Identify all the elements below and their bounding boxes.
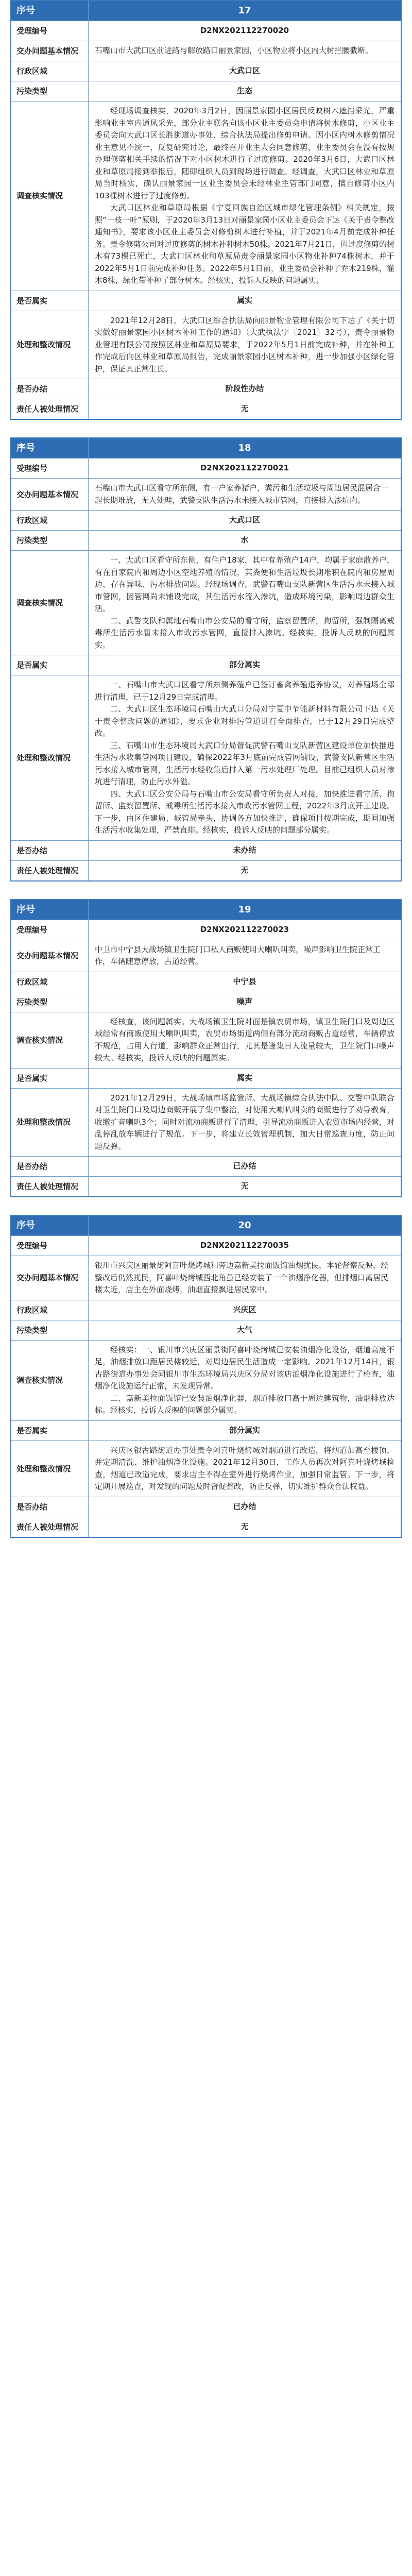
accountability-row xyxy=(11,1176,401,1196)
admin-region-value xyxy=(89,511,401,530)
problem-description-value xyxy=(89,940,401,972)
problem-description-value xyxy=(89,479,401,510)
acceptance-code-label: 受理编号 xyxy=(11,1236,89,1256)
is-verified-row xyxy=(11,655,401,675)
completion-status-label: 是否办结 xyxy=(11,841,89,860)
accountability-value xyxy=(89,1517,401,1537)
completion-status-label: 是否办结 xyxy=(11,1157,89,1176)
rectification-paragraph: 四、大武口区公安分局与石嘴山市公安局看守所负责人对接，加快推进看守所、拘留所、监察留置所、戒毒所生活污水接入市政污水管网工程，2022年3月底开工建设。下一步，由区住建局、城管局牵头，协调各方加快推进，确保项目按期完成，期间加强生活污水收集处理，严禁直排。经核实，投诉人反映的问题部分属实。 xyxy=(95,789,394,835)
admin-region-label: 行政区域 xyxy=(11,511,89,530)
investigation-paragraph: 经核查，该问题属实。大战场镇卫生院对面是镇农贸市场，镇卫生院门口及周边区域经常有商贩使用大喇叭叫卖，农贸市场街道两侧有部分流动商贩占道经营，车辆停放不规范，占用人行道，影响群众正常出行，尤其是逢集日人流量较大，卫生院门口噪声较大。经核实，投诉人反映的问题属实。 xyxy=(95,1016,394,1062)
acceptance-code-label: 受理编号 xyxy=(11,21,89,41)
case-number-row xyxy=(11,900,401,920)
accountability-label: 责任人被处理情况 xyxy=(11,399,89,419)
is-verified-text: 部分属实 xyxy=(229,660,260,670)
case-number-label: 序号 xyxy=(11,1216,89,1235)
completion-status-value xyxy=(89,841,401,860)
rectification-paragraph: 三、石嘴山市生态环境局大武口分局督促武警石嘴山支队新营区建设单位加快推进生活污水收集管网项目建设，确保2022年3月底前完成管网铺设，武警支队新营区生活污水接入城市管网，生活污水经收集后排入第一污水处理厂处理。目前已组织人员对渗坑进行清理，防止污水外溢。 xyxy=(95,740,394,786)
completion-status-value xyxy=(89,1497,401,1517)
is-verified-value xyxy=(89,291,401,311)
problem-description-row xyxy=(11,1256,401,1300)
problem-description-value xyxy=(89,41,401,61)
completion-status-text: 已办结 xyxy=(233,1501,256,1511)
case-number-row xyxy=(11,1,401,21)
admin-region-row xyxy=(11,972,401,992)
pollution-type-value xyxy=(89,1320,401,1340)
pollution-type-label: 污染类型 xyxy=(11,1320,89,1340)
problem-description-label: 交办问题基本情况 xyxy=(11,1256,89,1300)
investigation-value xyxy=(89,101,401,291)
case-card xyxy=(10,899,402,1198)
is-verified-text: 属实 xyxy=(236,295,252,305)
pollution-type-text: 大气 xyxy=(236,1325,252,1334)
is-verified-label: 是否属实 xyxy=(11,1069,89,1088)
accountability-value xyxy=(89,399,401,419)
pollution-type-row xyxy=(11,81,401,101)
pollution-type-label: 污染类型 xyxy=(11,81,89,101)
is-verified-value xyxy=(89,1069,401,1088)
rectification-paragraph: 2021年12月28日，大武口区综合执法局向丽景物业管理有限公司下达了《关于切实做好丽景家园小区树木补种工作的通知》（大武执法字〔2021〕32号），责令丽景物业管理有限公司按照区林业和草原局要求，于2022年5月1日前完成补种，并在补种工作完成后向区林业和草原局报告，完成丽景家园小区树木补种，进一步加强小区绿化管护，保证其正常生长。 xyxy=(95,315,394,374)
admin-region-value xyxy=(89,61,401,81)
acceptance-code-label: 受理编号 xyxy=(11,459,89,478)
investigation-label: 调查核实情况 xyxy=(11,551,89,655)
investigation-paragraph: 一、大武口区看守所东侧，有住户18家，其中有养殖户14户，均属于家庭散养户，有在自家院内和周边小区空地养殖的情况，其粪便和生活垃圾长期堆积在院内和房屋周边，存在异味、污水排放问题。经现场调查，武警石嘴山支队新营区生活污水未接入城市管网，因管网尚未铺设完成，其生活污水流入渗坑，造成环境污染，影响周边群众生活。 xyxy=(95,555,394,613)
admin-region-row xyxy=(11,1300,401,1320)
pollution-type-text: 噪声 xyxy=(236,996,252,1006)
acceptance-code-value xyxy=(89,1236,401,1256)
rectification-value xyxy=(89,675,401,840)
completion-status-label: 是否办结 xyxy=(11,379,89,399)
rectification-row xyxy=(11,1440,401,1497)
is-verified-row xyxy=(11,291,401,311)
case-number-text: 19 xyxy=(238,904,251,915)
pollution-type-value xyxy=(89,81,401,101)
investigation-paragraph: 大武口区林业和草原局根据《宁夏回族自治区城市绿化管理条例》相关规定，按照“一枝一叶”原则，于2020年3月13日对丽景家园小区业主委员会下达《关于责令整改通知书》，要求该小区业主委员会对修剪树木进行补植，并于2021年4月前完成补种任务。责令修剪公司对过度修剪的树木补种树木50株。2021年7月21日，因过度修剪的树木有73棵已死亡，大武口区林业和草原局责令丽景家园小区物业补种74株树木，并于2022年5月1日前完成补种任务。2022年5月1日前，业主委员会补种了乔木219株，灌木8株，绿化带补种了部分树木。经核实，投诉人反映的问题属实。 xyxy=(95,203,394,285)
completion-status-text: 未办结 xyxy=(233,845,256,855)
rectification-paragraph: 二、大武口区生态环境局石嘴山大武口分局对宁夏中节能新材料有限公司下达《关于责令整改问题的通知》，要求企业对排污管道进行全面排查，已于12月29日完成整改。 xyxy=(95,704,394,738)
pollution-type-text: 生态 xyxy=(236,86,252,96)
acceptance-code-value xyxy=(89,920,401,940)
case-number-value xyxy=(89,1,401,21)
investigation-value xyxy=(89,1012,401,1068)
case-card xyxy=(10,0,402,420)
is-verified-row xyxy=(11,1068,401,1088)
case-number-text: 20 xyxy=(238,1220,251,1231)
is-verified-text: 属实 xyxy=(236,1073,252,1082)
acceptance-code-text: D2NX202112270020 xyxy=(200,26,289,36)
pollution-type-value xyxy=(89,531,401,550)
pollution-type-label: 污染类型 xyxy=(11,992,89,1012)
problem-description-row xyxy=(11,940,401,972)
investigation-paragraph: 二、武警支队和属地石嘴山市公安局的看守所，监察留置所，拘留所，强制隔离戒毒所生活污水暂未接入市政污水管网，直接排入渗坑。经核实，投诉人反映的问题属实。 xyxy=(95,616,394,650)
accountability-text: 无 xyxy=(241,1521,249,1531)
completion-status-text: 已办结 xyxy=(233,1161,256,1171)
acceptance-code-text: D2NX202112270035 xyxy=(200,1241,289,1250)
acceptance-code-value xyxy=(89,21,401,41)
admin-region-label: 行政区域 xyxy=(11,1300,89,1320)
rectification-row xyxy=(11,675,401,840)
problem-description-text: 石嘴山市大武口区看守所东侧，有一户家养猪户，粪污和生活垃圾与周边居民混居合一起长期堆放，无人处理，武警支队生活污水未接入城市管网，直接排入渗坑内。 xyxy=(95,483,389,505)
pollution-type-row xyxy=(11,992,401,1012)
accountability-text: 无 xyxy=(241,1181,249,1191)
rectification-paragraph: 一、石嘴山市大武口区看守所东侧养殖户已签订畜禽养殖退养协议，对养殖场全部进行清理，已于12月29日完成清理。 xyxy=(95,680,394,702)
investigation-paragraph: 经核实：一、银川市兴庆区丽景街阿喜叶烧烤城已安装油烟净化设备，烟道高度不足，油烟排放口距居民楼较近，对周边居民生活造成一定影响。2021年12月14日，银古路街道办事处会同银川市生态环境局兴庆区分局对该店油烟净化设施进行了检查，油烟净化设施运行正常，未发现异常。 xyxy=(95,1345,394,1391)
investigation-label: 调查核实情况 xyxy=(11,1341,89,1420)
admin-region-value xyxy=(89,1300,401,1320)
pollution-type-label: 污染类型 xyxy=(11,531,89,550)
admin-region-text: 兴庆区 xyxy=(233,1304,256,1314)
case-number-row xyxy=(11,438,401,458)
completion-status-row xyxy=(11,1497,401,1517)
case-card xyxy=(10,437,402,882)
admin-region-label: 行政区域 xyxy=(11,972,89,992)
is-verified-value xyxy=(89,1421,401,1440)
admin-region-value xyxy=(89,972,401,992)
problem-description-text: 银川市兴庆区丽景街阿喜叶烧烤城和旁边嘉新美拉面饭馆油烟扰民，本轮督察反映，经整改后仍然扰民，阿喜叶烧烤城西北角虽已经安装了一个油烟净化器，但排烟口离居民楼太近，店主在外面烧烤，油烟直接飘进居民家中。 xyxy=(95,1261,389,1294)
accountability-text: 无 xyxy=(241,404,249,414)
case-number-label: 序号 xyxy=(11,900,89,920)
problem-description-row xyxy=(11,478,401,510)
is-verified-label: 是否属实 xyxy=(11,655,89,675)
pollution-type-row xyxy=(11,530,401,550)
acceptance-code-text: D2NX202112270021 xyxy=(200,463,289,473)
is-verified-label: 是否属实 xyxy=(11,291,89,311)
completion-status-row xyxy=(11,379,401,399)
rectification-label: 处理和整改情况 xyxy=(11,1441,89,1497)
accountability-label: 责任人被处理情况 xyxy=(11,1177,89,1196)
rectification-paragraph: 兴庆区银古路街道办事处责令阿喜叶烧烤城对烟道进行改造，将烟道加高至楼顶，并定期清洗、维护油烟净化设施。2021年12月30日，工作人员再次对阿喜叶烧烤城检查，烟道已改造完成，要求店主不得在室外进行烧烤作业，加强日常监管。下一步，将定期开展巡查，对发现的问题及时督促整改，防止反弹，切实维护群众合法权益。 xyxy=(95,1445,394,1491)
case-card xyxy=(10,1215,402,1538)
rectification-paragraph: 2021年12月29日，大战场镇市场监管所、大战场镇综合执法中队、交警中队联合对卫生院门口及周边商贩开展了集中整治，对使用大喇叭叫卖的商贩进行了劝导教育，收缴扩音喇叭3个；同时对流动商贩进行了清理，引导流动商贩进入农贸市场内经营，对乱停乱放车辆进行了规范。下一步，将建立长效管理机制，加大日常巡查力度，防止问题反弹。 xyxy=(95,1093,394,1151)
investigation-row xyxy=(11,1340,401,1420)
investigation-paragraph: 经现场调查核实，2020年3月2日，因丽景家园小区居民反映树木遮挡采光，严重影响业主室内通风采光，部分业主联名向该小区业主委员会申请将树木修剪，小区业主委员会向大武口区长胜街道办事处、综合执法局提出修剪申请。因小区内树木修剪情况业主意见不统一，反复研究讨论，最终召开业主大会同意修剪，业主委员会在没有按规办理修剪相关手续的情况下对小区树木进行了过度修剪。2020年3月6日，大武口区林业和草原局接到举报后，随即组织人员到现场进行调查。经调查，大武口区林业和草原局当时核实，确认丽景家园一区业主委员会未经林业主管部门同意，擅自修剪小区内103棵树木进行了过度修剪。 xyxy=(95,106,394,200)
case-number-row xyxy=(11,1216,401,1235)
accountability-row xyxy=(11,860,401,880)
problem-description-text: 石嘴山市大武口区前进路与解放路口丽景家园，小区物业将小区内大树拦腰截断。 xyxy=(95,46,373,55)
pollution-type-value xyxy=(89,992,401,1012)
acceptance-code-row xyxy=(11,458,401,478)
pollution-type-text: 水 xyxy=(241,535,249,545)
case-number-value xyxy=(89,900,401,920)
admin-region-row xyxy=(11,61,401,81)
admin-region-text: 大武口区 xyxy=(229,66,260,76)
is-verified-row xyxy=(11,1420,401,1440)
admin-region-text: 中宁县 xyxy=(233,976,256,986)
accountability-value xyxy=(89,1177,401,1196)
completion-status-row xyxy=(11,840,401,860)
is-verified-text: 部分属实 xyxy=(229,1425,260,1435)
case-number-text: 17 xyxy=(238,5,251,16)
acceptance-code-row xyxy=(11,920,401,940)
investigation-row xyxy=(11,101,401,291)
is-verified-value xyxy=(89,655,401,675)
investigation-row xyxy=(11,550,401,655)
accountability-row xyxy=(11,399,401,419)
rectification-label: 处理和整改情况 xyxy=(11,675,89,840)
case-number-label: 序号 xyxy=(11,438,89,458)
case-number-label: 序号 xyxy=(11,1,89,21)
case-number-value xyxy=(89,438,401,458)
acceptance-code-row xyxy=(11,1235,401,1256)
problem-description-text: 中卫市中宁县大战场镇卫生院门口私人商贩使用大喇叭叫卖，噪声影响卫生院正常工作，车辆随意停放，占道经营。 xyxy=(95,944,381,966)
accountability-value xyxy=(89,861,401,880)
admin-region-row xyxy=(11,510,401,530)
investigation-label: 调查核实情况 xyxy=(11,101,89,291)
problem-description-row xyxy=(11,41,401,61)
acceptance-code-text: D2NX202112270023 xyxy=(200,924,289,934)
problem-description-label: 交办问题基本情况 xyxy=(11,940,89,972)
investigation-value xyxy=(89,551,401,655)
acceptance-code-value xyxy=(89,459,401,478)
rectification-value xyxy=(89,1441,401,1497)
pollution-type-row xyxy=(11,1320,401,1340)
completion-status-text: 阶段性办结 xyxy=(225,384,264,394)
accountability-text: 无 xyxy=(241,865,249,875)
accountability-label: 责任人被处理情况 xyxy=(11,861,89,880)
investigation-paragraph: 二、嘉新美拉面饭馆已安装油烟净化器，烟道排放口高于周边建筑物，油烟排放达标。经核实，投诉人反映的问题部分属实。 xyxy=(95,1393,394,1415)
problem-description-value xyxy=(89,1256,401,1300)
completion-status-label: 是否办结 xyxy=(11,1497,89,1517)
investigation-row xyxy=(11,1012,401,1068)
admin-region-label: 行政区域 xyxy=(11,61,89,81)
rectification-value xyxy=(89,1089,401,1157)
accountability-row xyxy=(11,1517,401,1537)
completion-status-row xyxy=(11,1156,401,1176)
completion-status-value xyxy=(89,1157,401,1176)
problem-description-label: 交办问题基本情况 xyxy=(11,479,89,510)
problem-description-label: 交办问题基本情况 xyxy=(11,41,89,61)
rectification-label: 处理和整改情况 xyxy=(11,1089,89,1157)
rectification-row xyxy=(11,1088,401,1157)
case-number-text: 18 xyxy=(238,443,251,453)
case-number-value xyxy=(89,1216,401,1235)
rectification-value xyxy=(89,311,401,379)
rectification-row xyxy=(11,311,401,379)
is-verified-label: 是否属实 xyxy=(11,1421,89,1440)
investigation-value xyxy=(89,1341,401,1420)
completion-status-value xyxy=(89,379,401,399)
admin-region-text: 大武口区 xyxy=(229,515,260,525)
acceptance-code-label: 受理编号 xyxy=(11,920,89,940)
acceptance-code-row xyxy=(11,21,401,41)
rectification-label: 处理和整改情况 xyxy=(11,311,89,379)
accountability-label: 责任人被处理情况 xyxy=(11,1517,89,1537)
investigation-label: 调查核实情况 xyxy=(11,1012,89,1068)
